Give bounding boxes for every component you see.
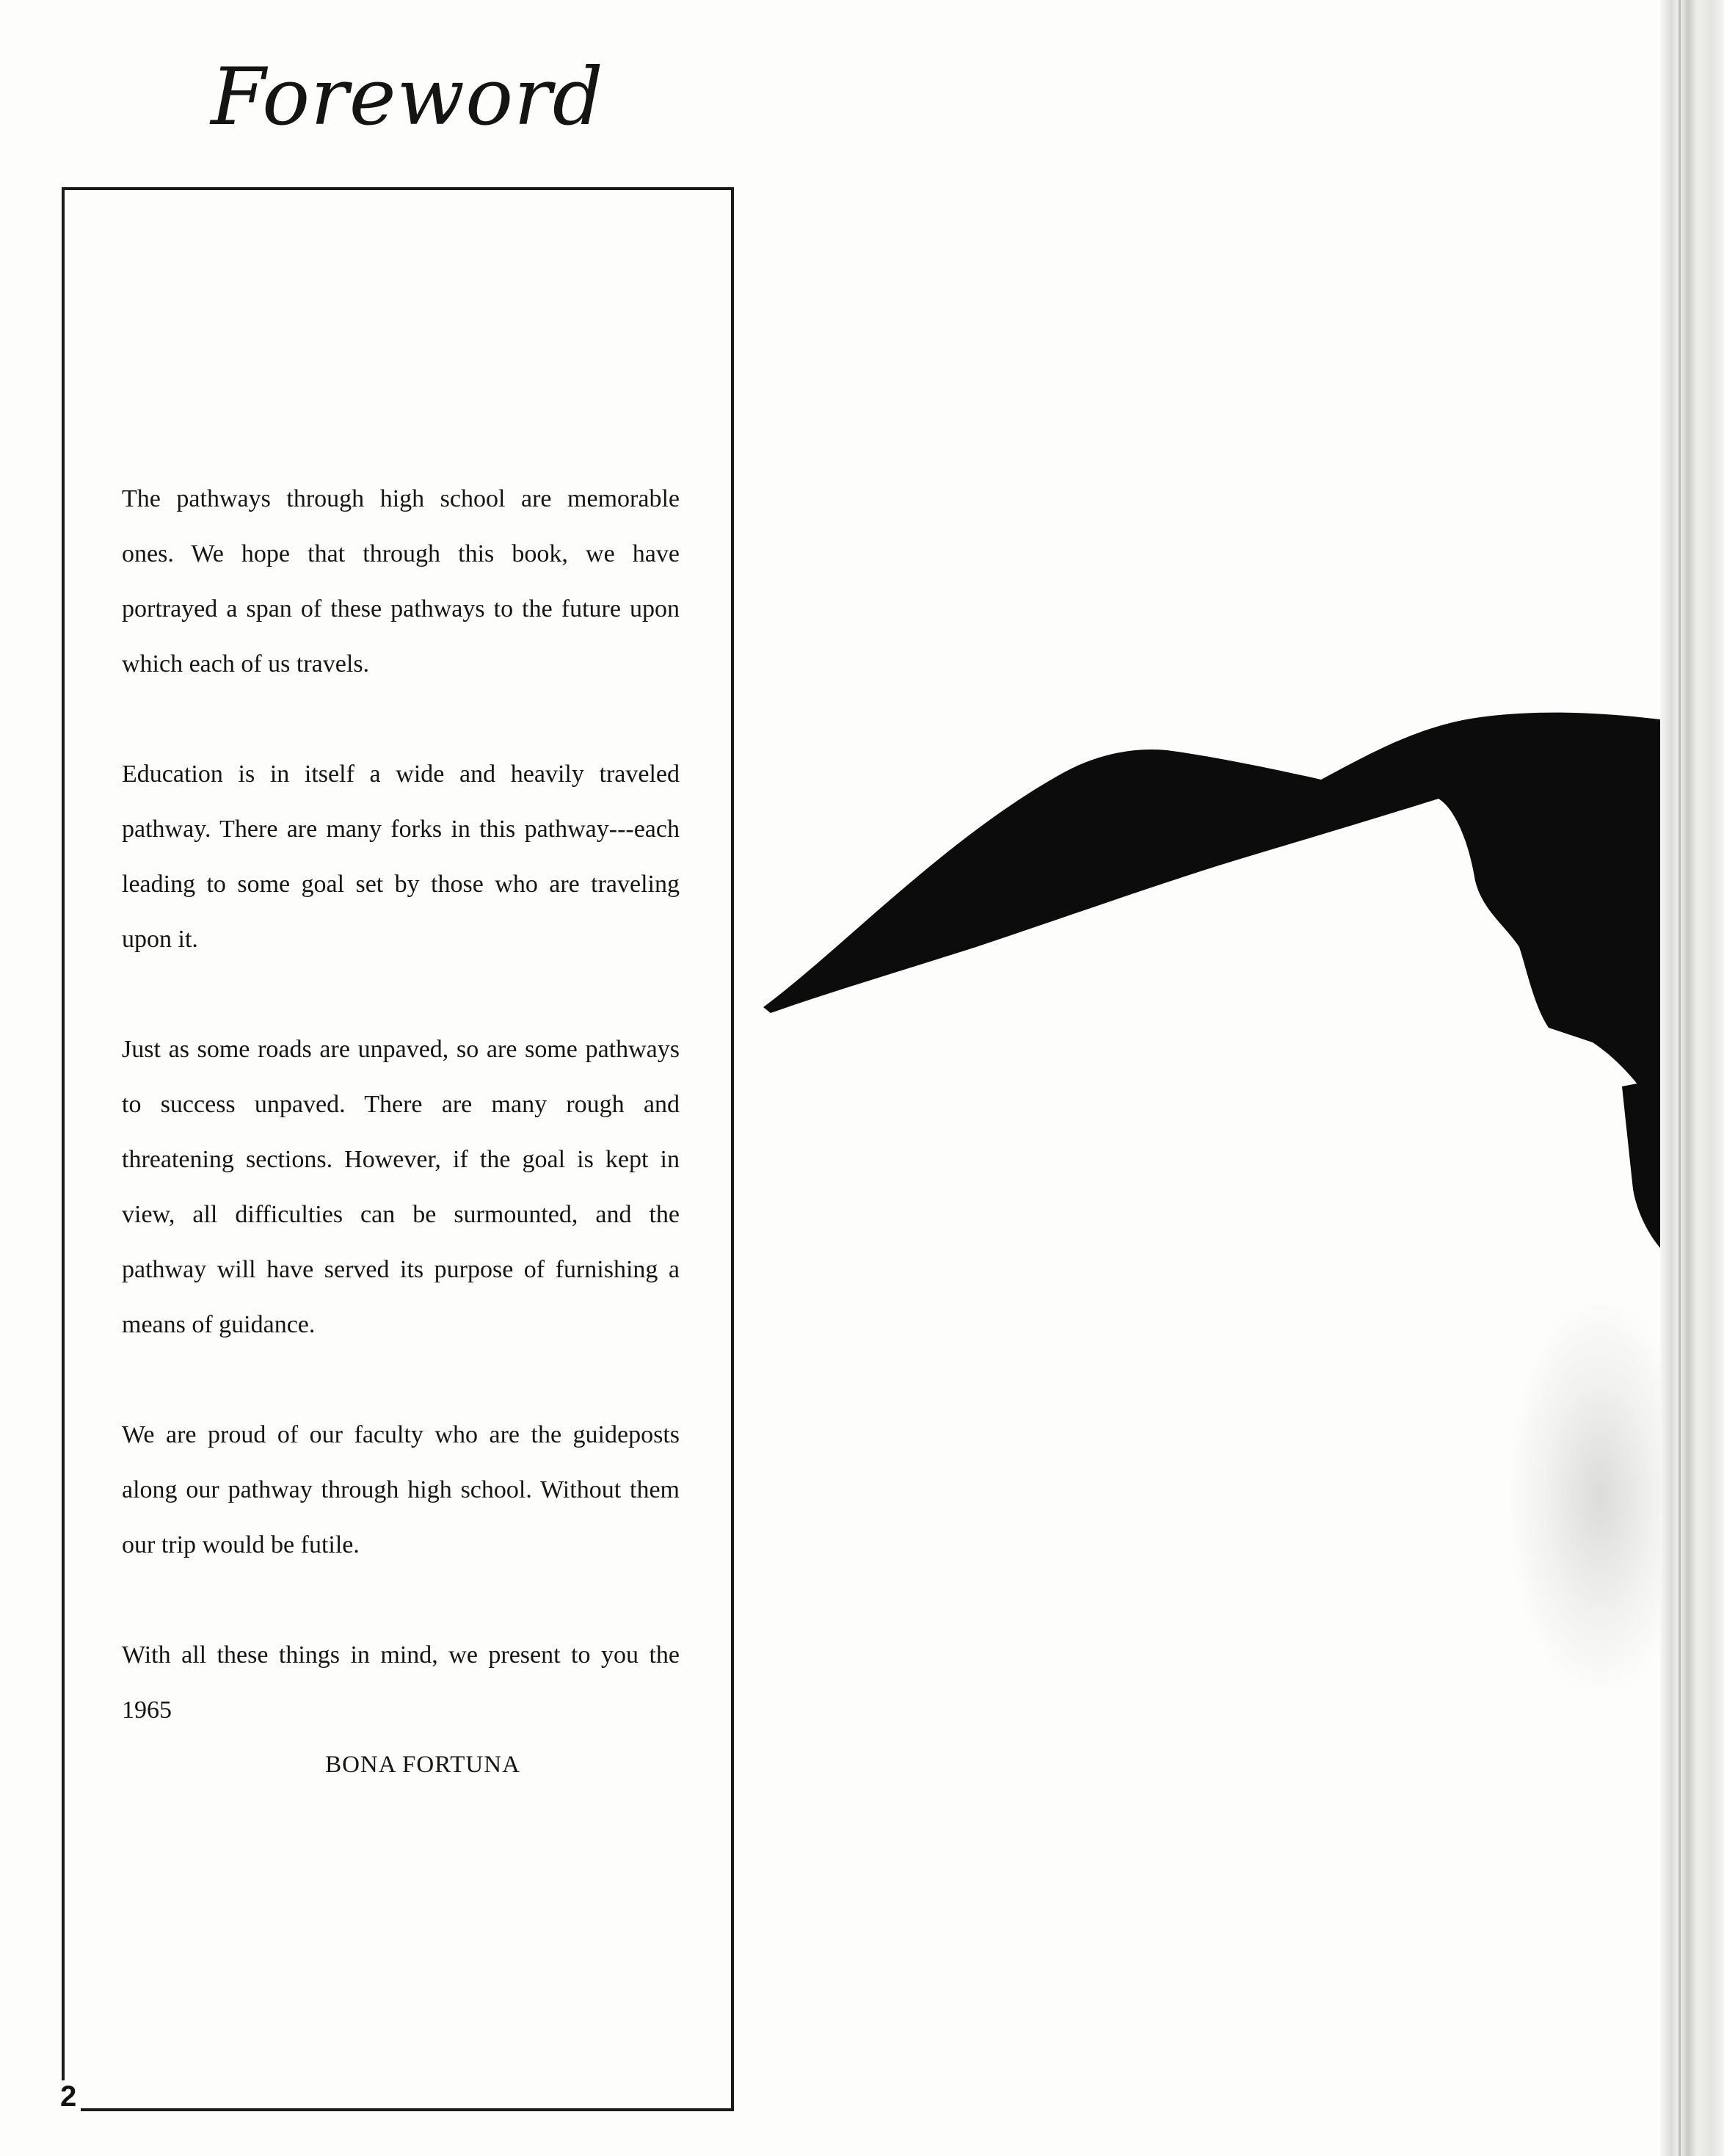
paragraph-1: The pathways through high school are memorable ones. We hope that through this book, we have portrayed a span of these pathways to the future upon which each of us travels. — [122, 485, 680, 678]
paragraph-2: Education is in itself a wide and heavily traveled pathway. There are many forks in this pathway---each leading to some goal set by those who are traveling upon it. — [122, 761, 680, 953]
paragraph-3: Just as some roads are unpaved, so are some pathways to success unpaved. There are many rough and threatening sections. However, if the goal is kept in view, all difficulties can be surmounted, and the pathway will have served its purpose of furnishing a means of guidance. — [122, 1036, 680, 1338]
foreword-body — [122, 471, 680, 1793]
bird-silhouette-icon — [756, 705, 1681, 1277]
paragraph-5: With all these things in mind, we present to you the 1965 — [122, 1641, 680, 1724]
signature: BONA FORTUNA — [325, 1752, 520, 1778]
paragraph-4: We are proud of our faculty who are the guideposts along our pathway through high school. Without them our trip would be futile. — [122, 1421, 680, 1558]
page-number: 2 — [56, 2080, 81, 2113]
page-title: Foreword — [211, 51, 604, 143]
